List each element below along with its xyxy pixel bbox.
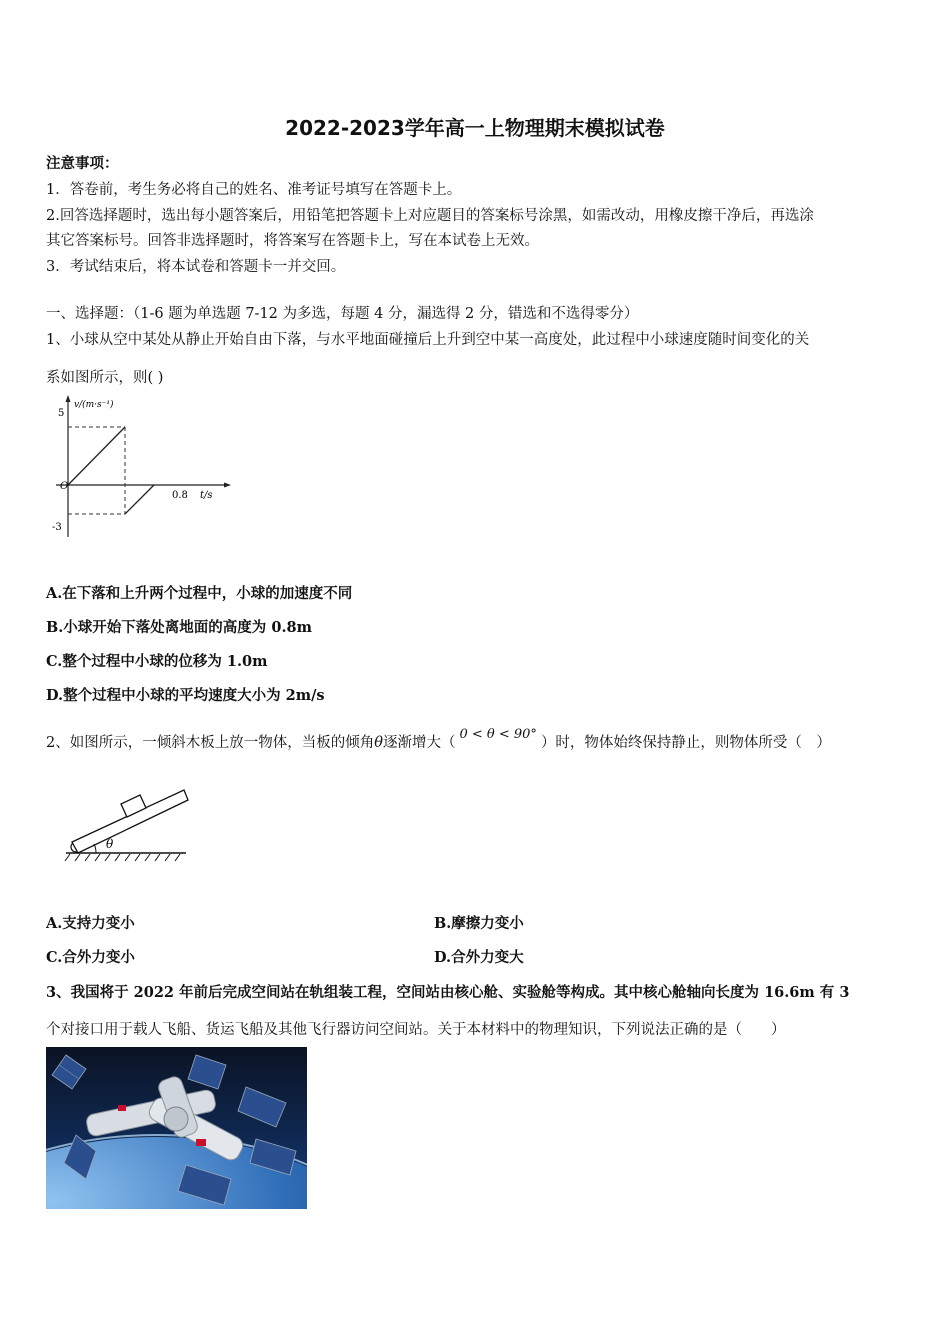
graph-ytick-5: 5 <box>58 408 65 419</box>
angle-arc <box>94 844 96 853</box>
q2-option-d: D.合外力变大 <box>434 949 524 966</box>
graph-xlabel: t/s <box>200 490 213 501</box>
q2-option-c: C.合外力变小 <box>46 949 135 966</box>
graph-origin: O <box>60 481 69 492</box>
q1-option-a: A.在下落和上升两个过程中，小球的加速度不同 <box>46 585 353 602</box>
notice-item-3: 3．考试结束后，将本试卷和答题卡一并交回。 <box>46 259 346 275</box>
q1-option-d: D.整个过程中小球的平均速度大小为 2m/s <box>46 687 325 704</box>
graph-ylabel: v/(m·s⁻¹) <box>74 400 114 410</box>
q3-space-station-image <box>46 1047 307 1209</box>
q2-stem-pre: 2、如图所示，一倾斜木板上放一物体，当板的倾角 <box>46 735 375 751</box>
q2-option-b: B.摩擦力变小 <box>434 915 524 932</box>
q3-stem-line1: 3、我国将于 2022 年前后完成空间站在轨组装工程，空间站由核心舱、实验舱等构成。其中核心舱轴向长度为 16.6m 有 3 <box>46 984 850 1001</box>
q1-option-b: B.小球开始下落处离地面的高度为 0.8m <box>46 619 312 636</box>
q2-stem-post: ）时，物体始终保持静止，则物体所受（ ） <box>540 735 831 751</box>
q2-range: 0 < θ < 90° <box>459 727 537 742</box>
q2-incline-diagram <box>60 782 190 864</box>
notice-heading: 注意事项： <box>46 155 119 172</box>
q1-velocity-graph <box>46 392 236 542</box>
angle-label: θ <box>106 837 114 851</box>
notice-item-2-cont: 其它答案标号。回答非选择题时，将答案写在答题卡上，写在本试卷上无效。 <box>46 233 539 249</box>
q2-stem-mid: 逐渐增大（ <box>382 735 456 751</box>
y-axis-arrow <box>66 395 71 402</box>
q1-option-c: C.整个过程中小球的位移为 1.0m <box>46 653 268 670</box>
fall-line <box>68 427 125 485</box>
q1-stem-line1: 1、小球从空中某处从静止开始自由下落，与水平地面碰撞后上升到空中某一高度处，此过程中小球速度随时间变化的关 <box>46 332 810 348</box>
graph-xtick: 0.8 <box>172 490 188 501</box>
notice-item-2: 2.回答选择题时，选出每小题答案后，用铅笔把答题卡上对应题目的答案标号涂黑，如需改动，用橡皮擦干净后，再选涂 <box>46 208 814 224</box>
q1-stem-line2: 系如图所示，则( ) <box>46 370 164 386</box>
x-axis-arrow <box>224 483 231 488</box>
section-heading: 一、选择题：（1-6 题为单选题 7-12 为多选，每题 4 分，漏选得 2 分，错选和不选得零分） <box>46 306 639 322</box>
notice-item-1: 1．答卷前，考生务必将自己的姓名、准考证号填写在答题卡上。 <box>46 182 462 198</box>
q3-stem-line2: 个对接口用于载人飞船、货运飞船及其他飞行器访问空间站。关于本材料中的物理知识，下列说法正确的是（ ） <box>46 1022 786 1038</box>
q2-theta: θ <box>374 735 383 751</box>
q2-stem <box>46 727 831 752</box>
page-title: 2022-2023学年高一上物理期末模拟试卷 <box>285 116 665 140</box>
q2-option-a: A.支持力变小 <box>46 915 135 932</box>
ground-hatch <box>65 854 180 861</box>
rise-line <box>125 485 154 514</box>
graph-ytick-neg3: -3 <box>52 522 62 533</box>
